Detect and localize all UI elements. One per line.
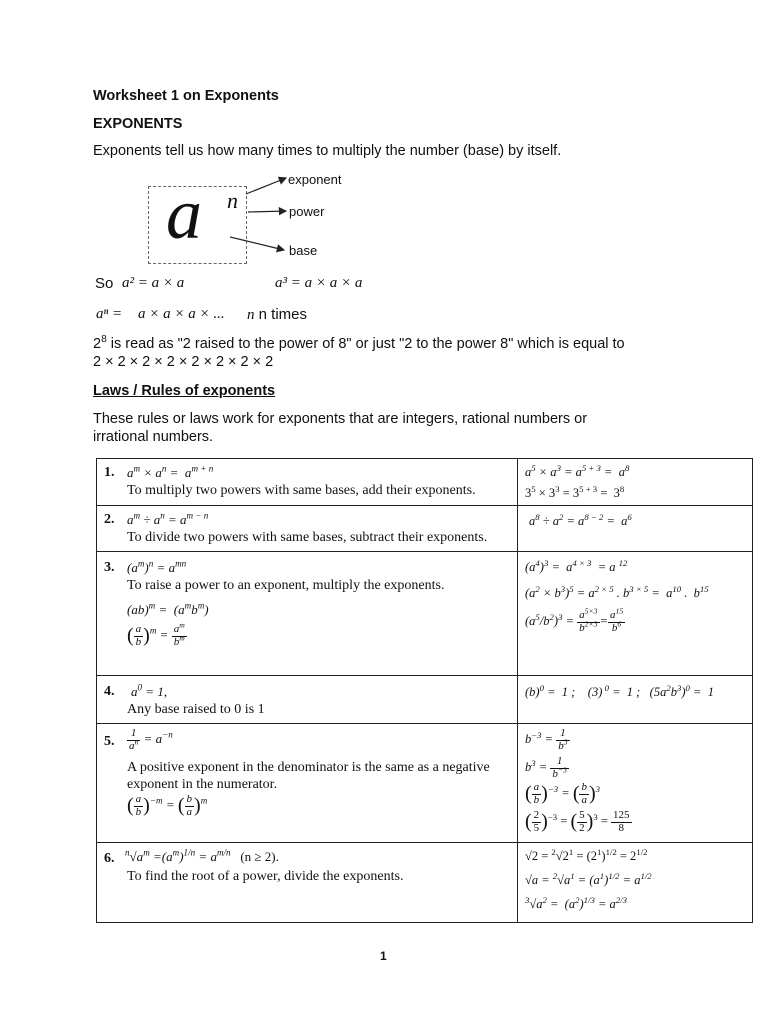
law-1-rule-cell xyxy=(97,459,518,506)
intro-text: Exponents tell us how many times to multiply the number (base) by itself. xyxy=(93,143,562,159)
law-3-formula: $(a^m)^n = a^{mn}$ xyxy=(127,558,187,575)
law-5-example-1: $b^{-3}$ = $\frac{1}{b^3}$ xyxy=(525,727,568,752)
law-3-text: To raise a power to an exponent, multiply the exponents. xyxy=(127,578,445,593)
law-1-example-cell xyxy=(518,459,753,506)
law-3-product-formula: $(ab)^m = (a^mb^m)$ xyxy=(127,600,209,617)
example-a-n-rhs: a × a × a × ... xyxy=(138,306,225,322)
two-power-expansion: 2 × 2 × 2 × 2 × 2 × 2 × 2 × 2 xyxy=(93,354,274,370)
example-n-times: n n times xyxy=(247,306,308,323)
arrow-to-power xyxy=(248,211,286,212)
laws-intro-line-1: These rules or laws work for exponents that are integers, rational numbers or xyxy=(93,411,588,427)
law-6-formula: $^n√a^m =(a^m)^{1/n} = a^{m/n}$ (n ≥ 2). xyxy=(125,847,279,864)
law-number: 6. xyxy=(104,851,115,866)
law-4-examples: $(b)^0 = 1$ ; (3) $^0$ = 1 ; $(5a^2b^3)^0 = 1$ xyxy=(525,682,714,699)
law-row-5 xyxy=(97,724,753,843)
law-6-example-cell xyxy=(518,843,753,923)
law-6-text: To find the root of a power, divide the exponents. xyxy=(127,869,404,884)
label-power: power xyxy=(289,204,325,219)
law-5-example-3: ( $\frac{a}{b}$ )$^{-3}$ = ( $\frac{b}{a}$ )$^3$ xyxy=(525,781,601,806)
law-2-example: $a^8 \div a^2 = a^{8 - 2} = a^6$ xyxy=(529,511,632,528)
law-5-fraction-formula: ( $\frac{a}{b}$ )$^{-m}$ = ( $\frac{b}{a}$ )$^m$ xyxy=(127,793,208,818)
arrow-to-exponent xyxy=(246,178,286,194)
law-1-example-1: $a^5 \times a^3 = a^{5 + 3} = a^8$ xyxy=(525,462,630,479)
law-3-example-2: $(a^2 \times b^3)^5 = a^{2 \times 5}$ . $b^{3 \times 5} = a^{10}$ . $b^{15}$ xyxy=(525,583,709,600)
law-5-example-4: ( $\frac{2}{5}$ )$^{-3}$ = ( $\frac{5}{2}$ )$^3$ = $\frac{125}{8}$ xyxy=(525,809,630,834)
law-5-text-line-2: exponent in the numerator. xyxy=(127,777,278,792)
law-3-rule-cell xyxy=(97,552,518,676)
law-3-example-cell xyxy=(518,552,753,676)
law-number: 4. xyxy=(104,684,115,699)
law-2-example-cell xyxy=(518,506,753,552)
law-1-text: To multiply two powers with same bases, add their exponents. xyxy=(127,483,476,498)
law-4-example-cell xyxy=(518,676,753,724)
law-2-text: To divide two powers with same bases, subtract their exponents. xyxy=(127,530,488,545)
law-row-3 xyxy=(97,552,753,676)
example-a-cubed: a³ = a × a × a xyxy=(275,275,363,291)
law-row-6 xyxy=(97,843,753,923)
section-heading: EXPONENTS xyxy=(93,116,183,132)
law-4-formula: $a^0 = 1$, xyxy=(131,682,168,699)
law-1-example-2: $3^5 \times 3^3 = 3^{5 + 3} = 3^8$ xyxy=(525,483,625,500)
law-6-example-3: $^3√a^2 = (a^2)^{1/3} = a^{2/3}$ xyxy=(525,894,627,911)
law-2-rule-cell xyxy=(97,506,518,552)
laws-intro-line-2: irrational numbers. xyxy=(93,429,214,445)
worksheet-title: Worksheet 1 on Exponents xyxy=(93,88,279,104)
law-4-rule-cell xyxy=(97,676,518,724)
law-number: 1. xyxy=(104,465,115,480)
label-base: base xyxy=(289,243,318,258)
laws-heading: Laws / Rules of exponents xyxy=(93,383,276,399)
law-4-text: Any base raised to 0 is 1 xyxy=(127,702,265,717)
law-row-2 xyxy=(97,506,753,552)
law-row-1 xyxy=(97,459,753,506)
law-2-formula: $a^m \div a^n = a^{m - n}$ xyxy=(127,510,209,527)
two-power-text: is read as "2 raised to the power of 8" or just "2 to the power 8" which is equal to xyxy=(106,336,625,352)
diagram-base-letter: a xyxy=(166,174,202,254)
example-a-squared: a² = a × a xyxy=(122,275,185,291)
law-6-example-2: $√a = ^2√a^1 = (a^1)^{1/2} = a^{1/2}$ xyxy=(525,870,652,887)
label-exponent: exponent xyxy=(288,172,342,187)
laws-table xyxy=(96,458,753,923)
law-6-example-1: $√2 = ^2√2^1 = (2^1)^{1/2} = 2^{1/2}$ xyxy=(525,846,648,863)
law-3-example-3: $(a^5/b^2)^3$ = $\frac{a^{5\times 3}}{b^{2\times 3}}$ = $\frac{a^{15}}{b^6}$ xyxy=(525,606,624,634)
law-5-formula: $\frac{1}{a^n}$ = $a^{-n}$ xyxy=(129,727,173,752)
law-3-quotient-formula: ( $\frac{a}{b}$ )$^m$ = $\frac{a^m}{b^m}$ xyxy=(127,620,185,648)
n-times-text: n times xyxy=(258,306,308,323)
law-5-example-2: $b^3$ = $\frac{1}{b^{-3}}$ xyxy=(525,755,567,780)
so-label: So xyxy=(95,275,114,292)
law-number: 3. xyxy=(104,560,115,575)
arrow-to-base xyxy=(230,237,284,250)
law-5-rule-cell xyxy=(97,724,518,843)
law-3-example-1: $(a^4)^3 = a^{4 \times 3} = a$ $^{12}$ xyxy=(525,557,628,574)
law-5-text-line-1: A positive exponent in the denominator is the same as a negative xyxy=(127,760,490,775)
law-number: 5. xyxy=(104,734,115,749)
page-number: 1 xyxy=(380,949,387,963)
law-5-example-cell xyxy=(518,724,753,843)
law-number: 2. xyxy=(104,512,115,527)
two-power-line: $2^8$ is read as "2 raised to the power of 8" or just "2 to the power 8" which is equal to xyxy=(93,334,625,352)
law-6-rule-cell xyxy=(97,843,518,923)
law-1-formula: $a^m \times a^n = a^{m + n}$ xyxy=(127,463,214,480)
law-row-4 xyxy=(97,676,753,724)
diagram-exponent-letter: n xyxy=(227,188,238,213)
example-a-n-lhs: aⁿ = xyxy=(96,306,123,322)
